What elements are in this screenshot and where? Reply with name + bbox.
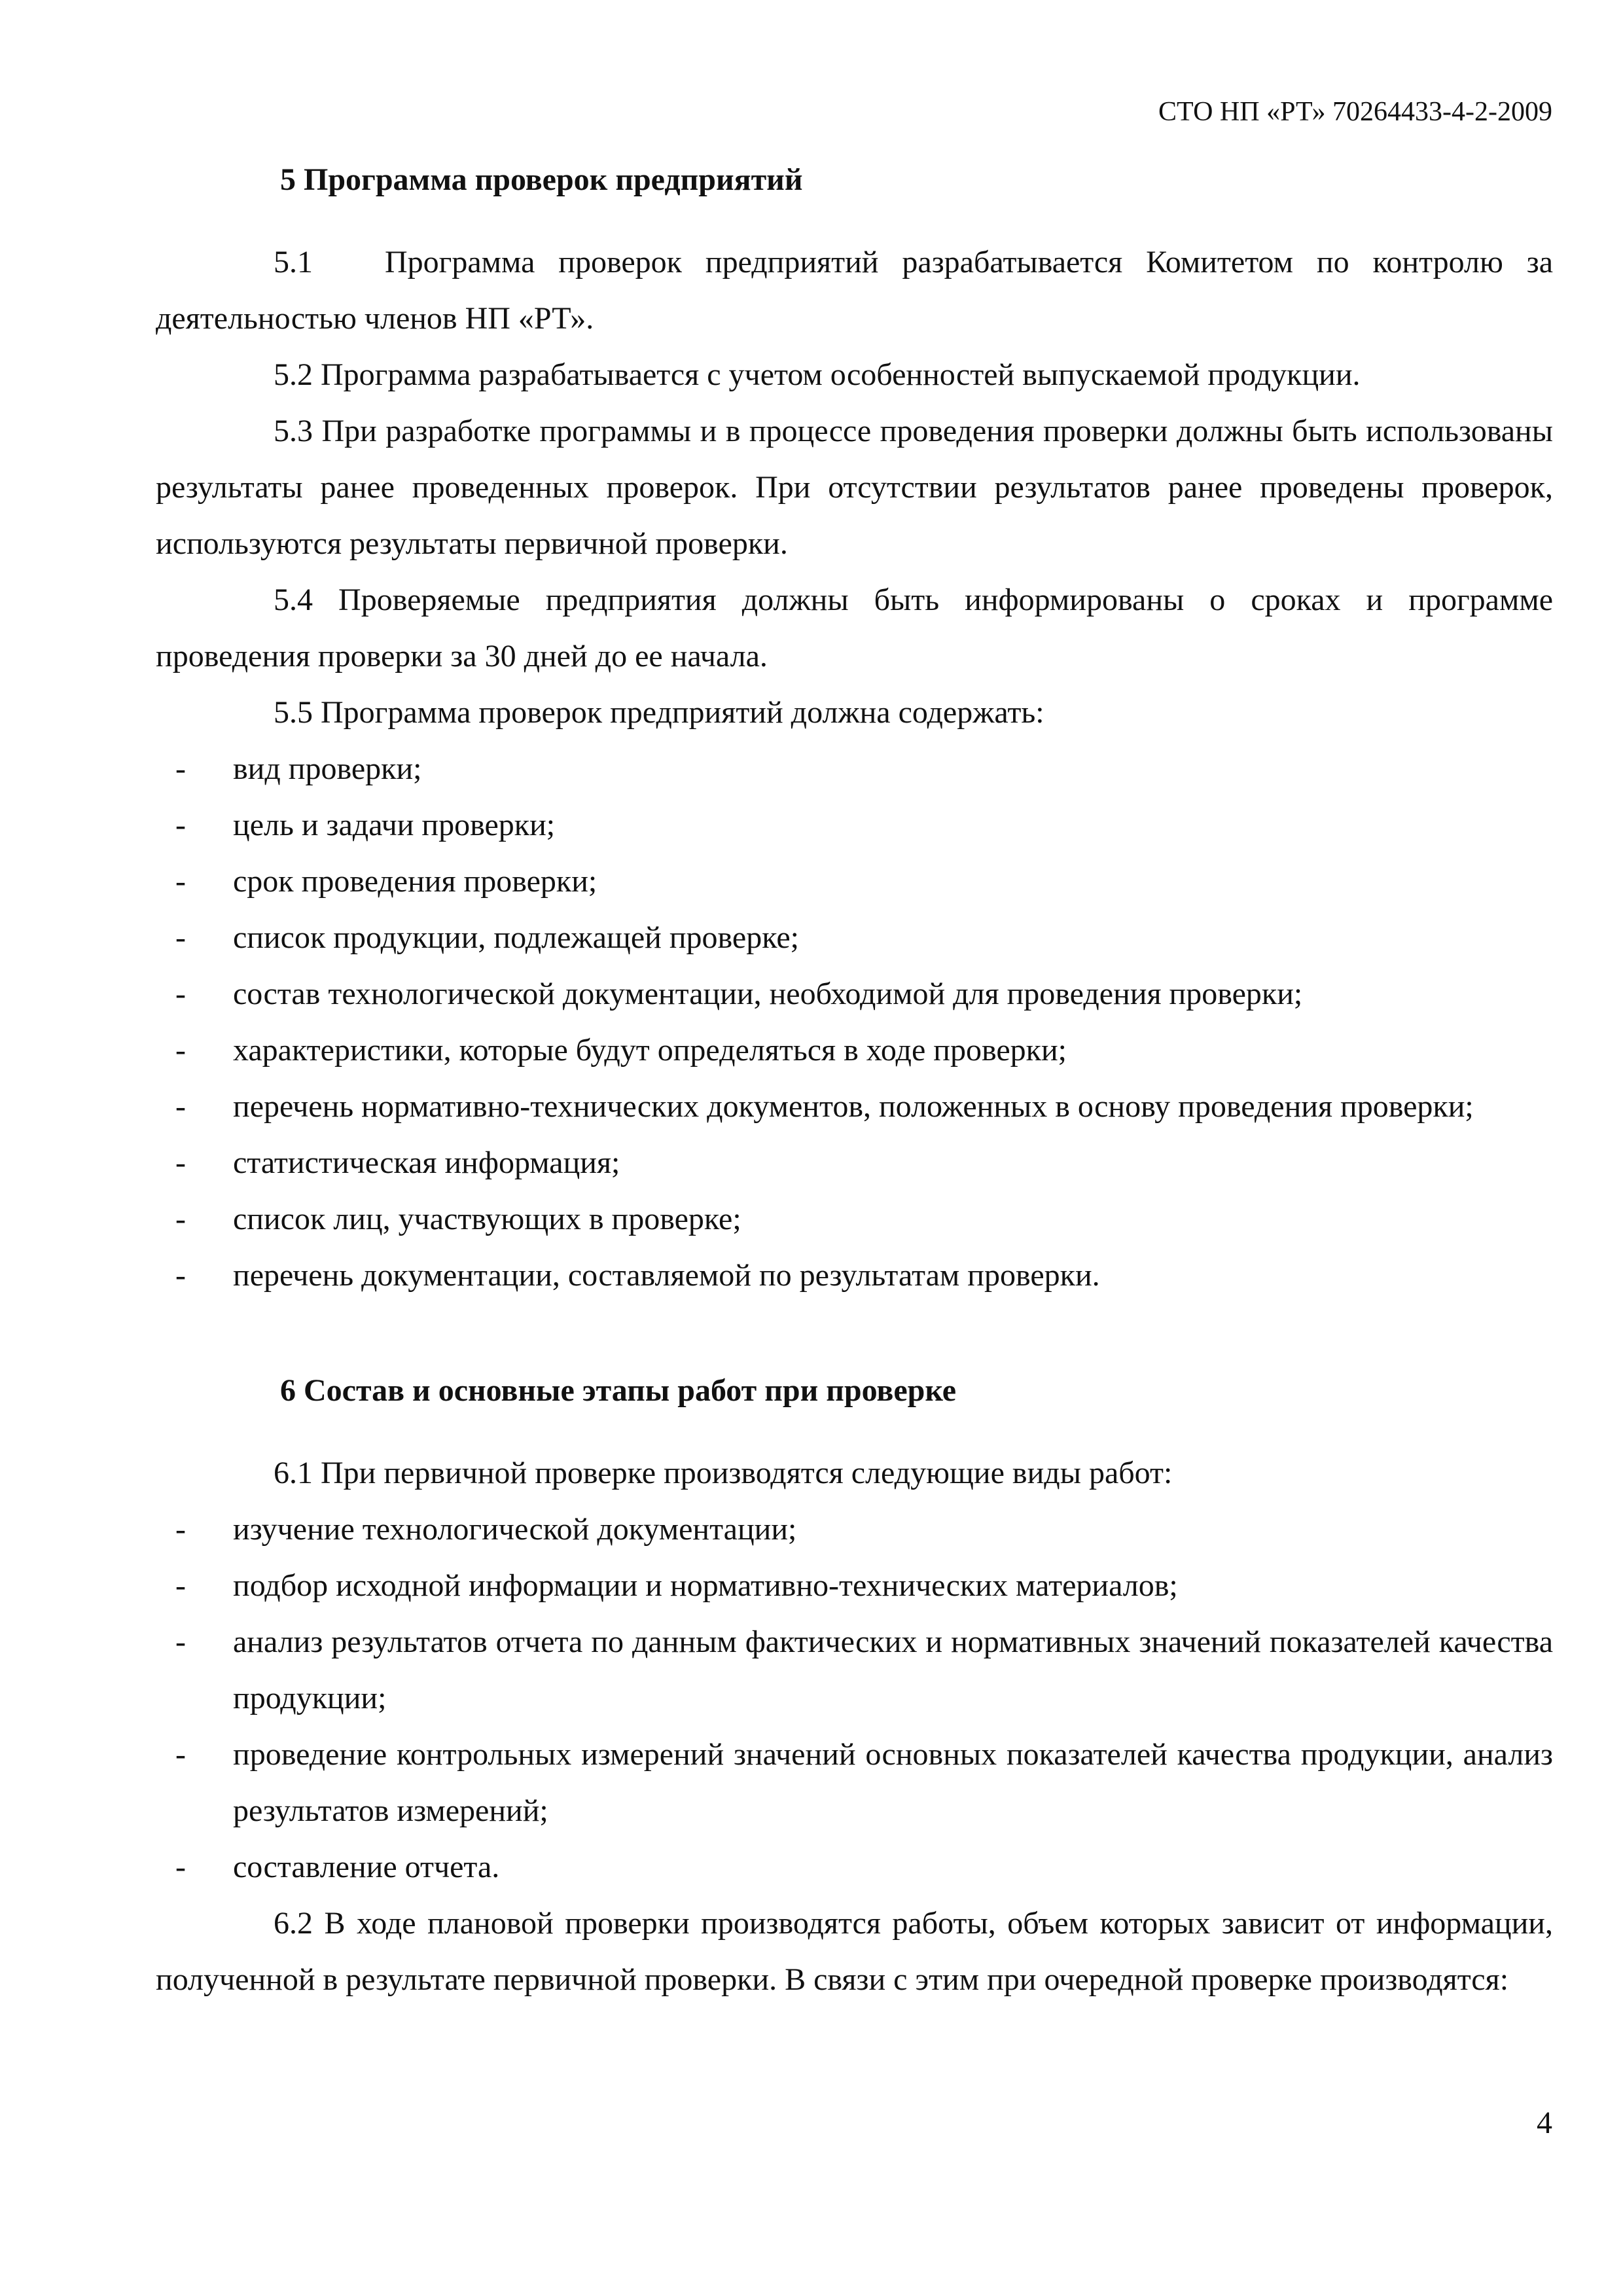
section-6-title: 6 Состав и основные этапы работ при проверке xyxy=(280,1373,957,1408)
paragraph-5-1-text: Программа проверок предприятий разрабатывается Комитетом по контролю за деятельностью членов НП «РТ». xyxy=(156,245,1553,336)
list-dash: - xyxy=(175,1624,186,1659)
list-item: - список продукции, подлежащей проверке; xyxy=(156,910,1553,966)
list-dash: - xyxy=(175,1089,186,1124)
list-item: - перечень документации, составляемой по результатам проверки. xyxy=(156,1247,1553,1304)
list-item: - составление отчета. xyxy=(156,1839,1553,1895)
page-number: 4 xyxy=(1537,2106,1552,2140)
list-item: - перечень нормативно-технических документов, положенных в основу проведения проверки; xyxy=(156,1079,1553,1135)
document-code-header: СТО НП «РТ» 70264433-4-2-2009 xyxy=(1158,97,1552,127)
list-dash: - xyxy=(175,1568,186,1603)
list-item: - проведение контрольных измерений значений основных показателей качества продукции, анализ результатов измерений; xyxy=(156,1727,1553,1839)
list-dash: - xyxy=(175,864,186,899)
list-dash: - xyxy=(175,751,186,786)
list-item: - список лиц, участвующих в проверке; xyxy=(156,1191,1553,1247)
page-content xyxy=(156,152,1553,2008)
list-item: - статистическая информация; xyxy=(156,1135,1553,1191)
list-dash: - xyxy=(175,1850,186,1884)
list-item: - анализ результатов отчета по данным фактических и нормативных значений показателей качества продукции; xyxy=(156,1614,1553,1727)
list-dash: - xyxy=(175,1202,186,1236)
list-item: - цель и задачи проверки; xyxy=(156,797,1553,853)
list-dash: - xyxy=(175,1737,186,1772)
list-item: - подбор исходной информации и нормативно-технических материалов; xyxy=(156,1558,1553,1614)
section-5-title: 5 Программа проверок предприятий xyxy=(280,162,803,197)
paragraph-6-1: 6.1 При первичной проверке производятся следующие виды работ: xyxy=(274,1456,1173,1490)
list-dash: - xyxy=(175,977,186,1011)
list-item: - вид проверки; xyxy=(156,741,1553,797)
paragraph-5-4: 5.4 Проверяемые предприятия должны быть информированы о сроках и программе проведения проверки за 30 дней до ее начала. xyxy=(156,583,1553,673)
list-item: - состав технологической документации, необходимой для проведения проверки; xyxy=(156,966,1553,1022)
list-item: - характеристики, которые будут определяться в ходе проверки; xyxy=(156,1022,1553,1079)
paragraph-5-1-number: 5.1 xyxy=(274,245,313,279)
list-dash: - xyxy=(175,1258,186,1293)
paragraph-6-2: 6.2 В ходе плановой проверки производятся работы, объем которых зависит от информации, полученной в результате первичной проверки. В связи с этим при очередной проверке производятся: xyxy=(156,1906,1553,1997)
paragraph-5-3: 5.3 При разработке программы и в процессе проведения проверки должны быть использованы результаты ранее проведенных проверок. При отсутствии результатов ранее проведены проверок, используются результаты первичной проверки. xyxy=(156,414,1553,561)
list-dash: - xyxy=(175,1033,186,1067)
section-6-initial-check-list xyxy=(156,1501,1553,1895)
list-item: - изучение технологической документации; xyxy=(156,1501,1553,1558)
list-dash: - xyxy=(175,808,186,842)
paragraph-5-2: 5.2 Программа разрабатывается с учетом особенностей выпускаемой продукции. xyxy=(274,357,1361,392)
section-5-program-content-list xyxy=(156,741,1553,1304)
list-dash: - xyxy=(175,1512,186,1547)
list-item: - срок проведения проверки; xyxy=(156,853,1553,910)
paragraph-5-1 xyxy=(156,234,1553,347)
list-dash: - xyxy=(175,920,186,955)
list-dash: - xyxy=(175,1145,186,1180)
paragraph-5-5: 5.5 Программа проверок предприятий должна содержать: xyxy=(274,695,1044,730)
